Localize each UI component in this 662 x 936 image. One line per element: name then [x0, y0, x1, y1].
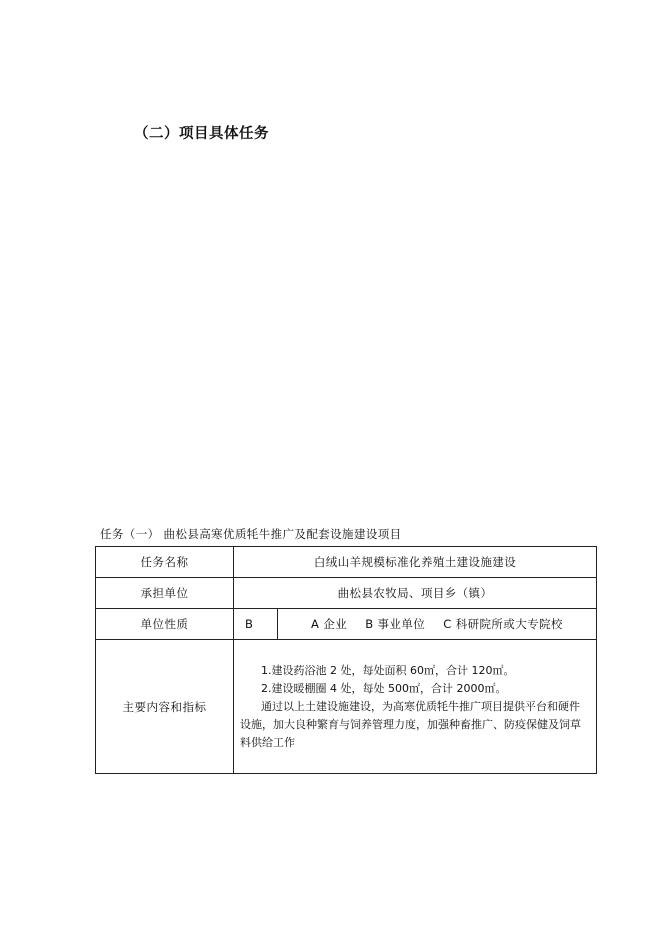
task-caption: 任务（一） 曲松县高寒优质牦牛推广及配套设施建设项目	[100, 527, 402, 541]
unit-nature-options	[278, 609, 597, 640]
task-name-value: 白绒山羊规模标准化养殖土建设施建设	[234, 547, 597, 578]
option-public-institution: B 事业单位	[365, 617, 426, 631]
unit-nature-label: 单位性质	[96, 609, 234, 640]
undertaking-unit-label: 承担单位	[96, 578, 234, 609]
section-heading: （二）项目具体任务	[134, 126, 269, 142]
undertaking-unit-row	[96, 578, 597, 609]
main-content-value	[234, 640, 597, 774]
content-item-2: 2.建设暖棚圈 4 处，每处 500㎡，合计 2000㎡。	[261, 681, 507, 695]
option-research-institute: C 科研院所或大专院校	[443, 617, 563, 631]
main-content-label: 主要内容和指标	[96, 640, 234, 774]
unit-nature-row	[96, 609, 597, 640]
undertaking-unit-value: 曲松县农牧局、项目乡（镇）	[234, 578, 597, 609]
unit-nature-code: B	[234, 609, 278, 640]
option-enterprise: A 企业	[311, 617, 348, 631]
task-name-label: 任务名称	[96, 547, 234, 578]
content-paragraph: 通过以上土建设施建设，为高寒优质牦牛推广项目提供平台和硬件设施，加大良种繁育与饲养管理力度，加强种畜推广、防疫保健及饲草料供给工作	[240, 699, 581, 749]
task-table	[95, 546, 597, 774]
content-item-1: 1.建设药浴池 2 处，每处面积 60㎡，合计 120㎡。	[261, 663, 515, 677]
task-name-row	[96, 547, 597, 578]
main-content-row	[96, 640, 597, 774]
